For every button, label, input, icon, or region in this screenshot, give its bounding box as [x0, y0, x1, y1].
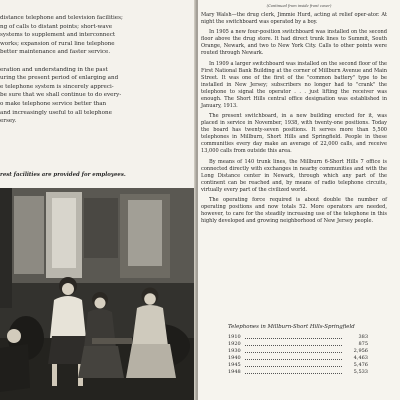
paragraph: Mary Walsh—the drug clerk, Jimmie Hurd, acting at relief oper-ator. At night the switchboard was operated by a boy. — [201, 12, 387, 26]
leader-dots — [245, 345, 342, 346]
table-title: Telephones in Millburn-Short Hills-Springfield — [228, 324, 355, 330]
telephone-count-table — [228, 334, 368, 377]
year-cell: 1948 — [228, 369, 241, 376]
text-line: better maintenance and faster service. — [0, 49, 111, 56]
left-page — [0, 0, 196, 400]
right-page — [198, 0, 400, 400]
count-cell: 4,463 — [353, 355, 368, 362]
text-line: be sure that we shall continue to do every- — [0, 92, 122, 99]
count-cell: 5,533 — [353, 369, 368, 376]
photo-illustration — [0, 188, 196, 400]
table-row — [228, 355, 368, 362]
year-cell: 1930 — [228, 348, 241, 355]
table-row — [228, 362, 368, 369]
continued-note: (Continued from inside front cover) — [266, 4, 332, 8]
text-line — [0, 57, 190, 66]
paragraph: In 1909 a larger switchboard was installed on the second floor of the First National Bank Building at the corner of Millburn Avenue and Main Street. It was one of the first of the "common battery" type to be installed in New Jersey; subscribers no longer had to "crank" the telephone to signal the operator . . . just lifting the receiver was enough. The Short Hills central office designation was established in January, 1913. — [201, 60, 387, 109]
paragraph: By means of 140 trunk lines, the Millburn 6-Short Hills 7 office is connected directly with exchanges in nearby communities and with the Long Distance center in Newark, through which any part of the continent can be reached and, by means of radio telephone circuits, virtually every part of the civilized world. — [201, 158, 387, 193]
text-line: o make telephone service better than — [0, 100, 107, 107]
count-cell: 5,476 — [353, 362, 368, 369]
year-cell: 1940 — [228, 355, 241, 362]
table-row — [228, 348, 368, 355]
count-cell: 2,956 — [353, 348, 368, 355]
text-line: e telephone system is sincerely appreci- — [0, 83, 114, 90]
table-row — [228, 369, 368, 376]
text-line: ersey. — [0, 118, 17, 125]
text-line: systems to supplement and interconnect — [0, 32, 116, 39]
text-line: ng of calls to distant points; short-wave — [0, 23, 113, 30]
paragraph: The present switchboard, in a new building erected for it, was placed in service in November, 1938, with twenty-one positions. Today the board has twenty-seven positions. It serves more than 5,500 telephones in Millburn, Short Hills and Springfield. People in these communities every day make an average of 22,000 calls, and receive 13,000 calls from outside this area. — [201, 113, 387, 155]
text-line: and increasingly useful to all telephone — [0, 109, 112, 116]
leader-dots — [245, 352, 342, 353]
count-cell: 875 — [358, 341, 368, 348]
year-cell: 1945 — [228, 362, 241, 369]
leader-dots — [245, 373, 342, 374]
leader-dots — [245, 366, 342, 367]
paragraph: In 1905 a new four-position switchboard was installed on the second floor above the drug store. It had direct trunk lines to Summit, South Orange, Newark, and two to New York City. Calls to other points were routed through Newark. — [201, 29, 387, 57]
text-line: works; expansion of rural line telephone — [0, 40, 115, 47]
leader-dots — [245, 338, 342, 339]
text-line: uring the present period of enlarging and — [0, 75, 119, 82]
left-page-text — [0, 14, 190, 126]
text-line: distance telephone and television facilities; — [0, 15, 123, 21]
photo-caption: rest facilities are provided for employees. — [0, 172, 126, 178]
leader-dots — [245, 359, 342, 360]
year-cell: 1920 — [228, 341, 241, 348]
employee-lounge-photo — [0, 188, 196, 400]
right-page-text — [201, 12, 387, 228]
year-cell: 1910 — [228, 334, 241, 340]
text-line: eration and understanding in the past — [0, 66, 108, 73]
count-cell: 383 — [358, 334, 368, 340]
table-row — [228, 334, 368, 341]
paragraph: The operating force required is about double the number of operating positions and now totals 52. More operators are needed, however, to care for the steadily increasing use of the telephone in this highly developed and growing neighborhood of New Jersey people. — [201, 197, 387, 225]
table-row — [228, 341, 368, 348]
